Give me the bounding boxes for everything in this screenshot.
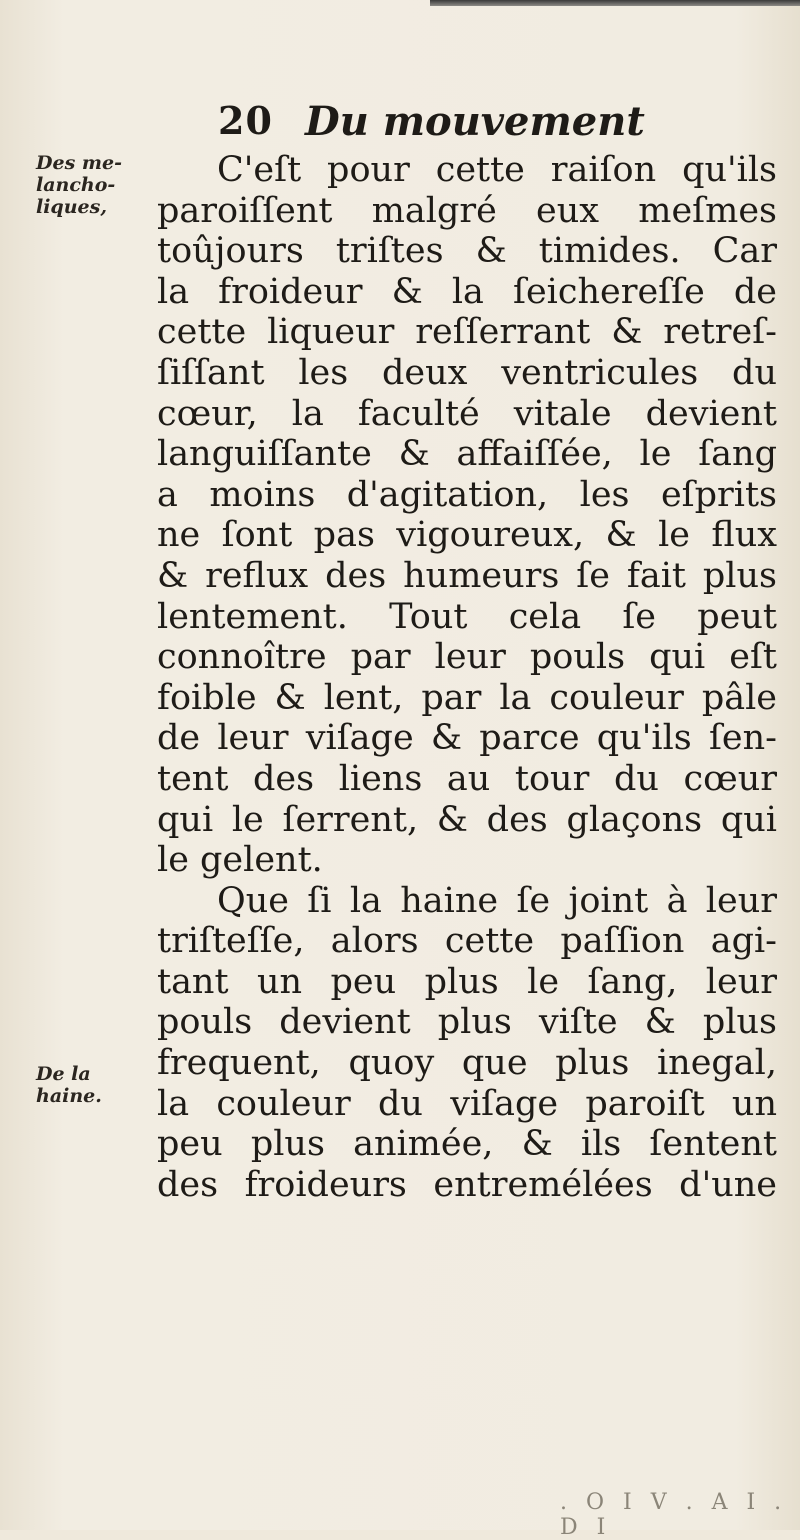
text-line: tant un peu plus le ſang, leur: [157, 961, 777, 1002]
margin-note-line: De la: [36, 1063, 91, 1085]
text-line: toûjours triſtes & timides. Car: [157, 231, 777, 272]
page-edge-shadow: [430, 0, 800, 6]
page-header: [0, 98, 800, 158]
running-title: Du mouvement: [305, 98, 645, 145]
text-line: ſiſſant les deux ventricules du: [157, 352, 777, 393]
text-line: des froideurs entremélées d'une: [157, 1164, 777, 1205]
text-line: tent des liens au tour du cœur: [157, 758, 777, 799]
body-text: [157, 150, 777, 1205]
margin-note-melancholiques: [36, 152, 126, 218]
margin-note-line: Des me-: [36, 152, 122, 174]
text-line: peu plus animée, & ils ſentent: [157, 1124, 777, 1165]
text-line: lentement. Tout cela ſe peut: [157, 596, 777, 637]
text-line: C'eſt pour cette raiſon qu'ils: [217, 150, 777, 190]
text-line: le gelent.: [157, 840, 323, 881]
text-line: foible & lent, par la couleur pâle: [157, 677, 777, 718]
text-line: languiſſante & affaiſſée, le ſang: [157, 434, 777, 475]
text-line: ne ſont pas vigoureux, & le flux: [157, 515, 777, 556]
text-line: de leur viſage & parce qu'ils ſen-: [157, 718, 777, 759]
text-line: connoître par leur pouls qui eſt: [157, 637, 777, 678]
text-line: pouls devient plus viſte & plus: [157, 1002, 777, 1043]
text-line: paroiſſent malgré eux meſmes: [157, 190, 777, 231]
text-line: cette liqueur reſſerrant & retreſ-: [157, 312, 777, 353]
bleed-through-mark: . O I V . A I . D I: [560, 1490, 788, 1540]
margin-note-line: lancho-: [36, 174, 116, 196]
text-line: a moins d'agitation, les eſprits: [157, 474, 777, 515]
margin-note-line: haine.: [36, 1085, 102, 1107]
margin-note-haine: [36, 1063, 126, 1107]
text-line: qui le ſerrent, & des glaçons qui: [157, 799, 777, 840]
margin-note-line: liques,: [36, 196, 107, 218]
text-line: la froideur & la ſeichereſſe de: [157, 271, 777, 312]
text-line: la couleur du viſage paroiſt un: [157, 1083, 777, 1124]
text-line: frequent, quoy que plus inegal,: [157, 1043, 777, 1084]
text-line: cœur, la faculté vitale devient: [157, 393, 777, 434]
text-line: & reflux des humeurs ſe fait plus: [157, 555, 777, 596]
text-line: Que ſi la haine ſe joint à leur: [217, 880, 777, 921]
text-line: triſteſſe, alors cette paſſion agi-: [157, 921, 777, 962]
page-number: 20: [218, 98, 273, 143]
